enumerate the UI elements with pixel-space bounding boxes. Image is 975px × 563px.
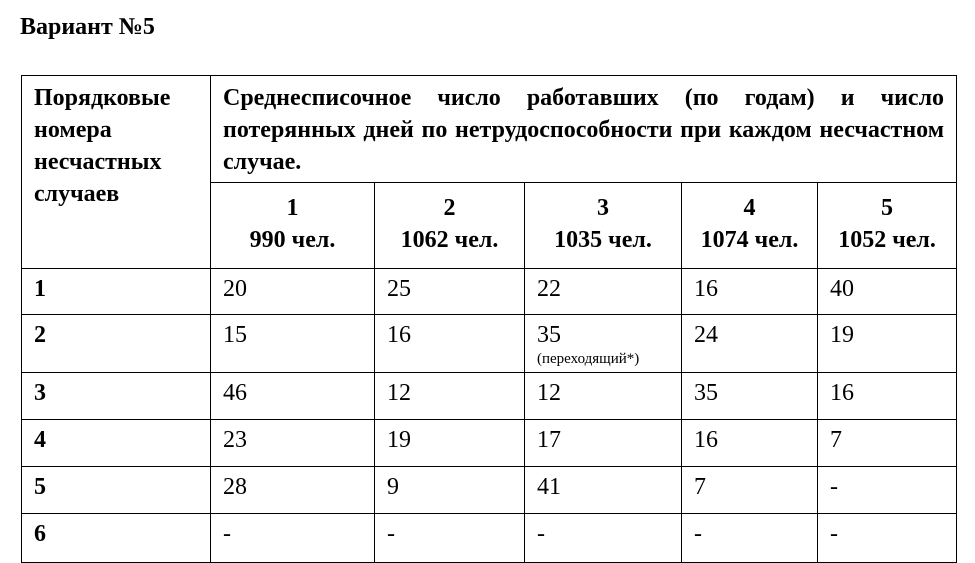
- year-number: 3: [597, 195, 609, 221]
- table-cell: 16: [818, 373, 957, 420]
- table-cell: 28: [211, 467, 375, 514]
- table-cell: 24: [682, 315, 818, 373]
- row-number: 5: [22, 467, 211, 514]
- year-header-3: [525, 183, 682, 269]
- table-cell: -: [818, 467, 957, 514]
- table-cell: -: [818, 514, 957, 563]
- table-row: [22, 420, 957, 467]
- table-cell: 22: [525, 269, 682, 315]
- table-cell: 16: [375, 315, 525, 373]
- year-workers: 1035 чел.: [554, 227, 652, 253]
- table-cell: -: [375, 514, 525, 563]
- year-number: 4: [743, 195, 756, 221]
- table-cell: 20: [211, 269, 375, 315]
- table-row: [22, 269, 957, 315]
- year-number: 2: [443, 195, 456, 221]
- table-cell: 15: [211, 315, 375, 373]
- page-title: Вариант №5: [20, 14, 155, 40]
- table-row: [22, 467, 957, 514]
- year-header-2: [375, 183, 525, 269]
- carryover-note: (переходящий*): [537, 351, 640, 367]
- table-cell: 16: [682, 420, 818, 467]
- row-number-header: Порядковые номера несчастных случаев: [22, 76, 211, 269]
- year-workers: 990 чел.: [249, 227, 336, 253]
- year-number: 5: [881, 195, 894, 221]
- table-cell: 35: [682, 373, 818, 420]
- table-cell: -: [525, 514, 682, 563]
- table-row: [22, 373, 957, 420]
- table-cell: 7: [682, 467, 818, 514]
- table-cell: 17: [525, 420, 682, 467]
- table-cell: 40: [818, 269, 957, 315]
- row-number: 1: [22, 269, 211, 315]
- table-cell: -: [211, 514, 375, 563]
- cell-value: 35: [537, 322, 561, 348]
- table-cell: 23: [211, 420, 375, 467]
- header-row: [22, 76, 957, 183]
- year-workers: 1052 чел.: [838, 227, 936, 253]
- table-cell: 19: [818, 315, 957, 373]
- accident-table: [21, 75, 957, 563]
- year-header-4: [682, 183, 818, 269]
- year-workers: 1062 чел.: [400, 227, 499, 253]
- year-header-1: [211, 183, 375, 269]
- table-cell: 7: [818, 420, 957, 467]
- table-cell: 9: [375, 467, 525, 514]
- main-header: Среднесписочное число работавших (по годам) и число потерянных дней по нетрудоспособности при каждом несчастном случае.: [211, 76, 957, 183]
- row-number: 6: [22, 514, 211, 563]
- year-number: 1: [286, 195, 299, 221]
- table-cell: 12: [525, 373, 682, 420]
- row-number: 2: [22, 315, 211, 373]
- table-cell-with-note: [525, 315, 682, 373]
- table-cell: 19: [375, 420, 525, 467]
- row-number: 3: [22, 373, 211, 420]
- table-cell: 41: [525, 467, 682, 514]
- table-cell: 25: [375, 269, 525, 315]
- table-cell: 46: [211, 373, 375, 420]
- year-workers: 1074 чел.: [700, 227, 799, 253]
- year-header-5: [818, 183, 957, 269]
- table-cell: -: [682, 514, 818, 563]
- table-cell: 12: [375, 373, 525, 420]
- table-row: [22, 315, 957, 373]
- row-number: 4: [22, 420, 211, 467]
- table-cell: 16: [682, 269, 818, 315]
- table-row: [22, 514, 957, 563]
